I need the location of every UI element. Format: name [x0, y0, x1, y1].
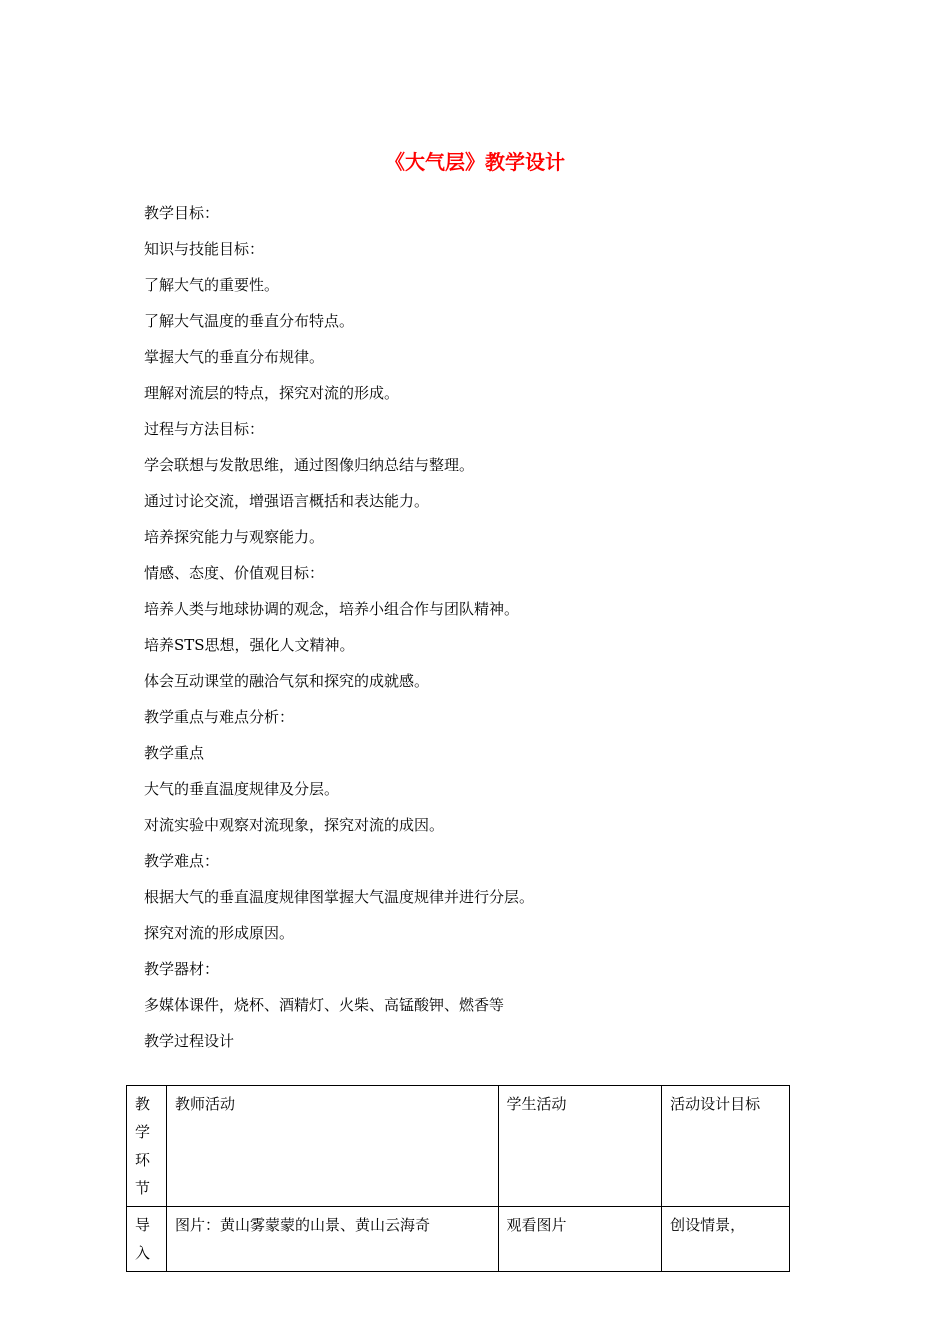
body-line: 理解对流层的特点，探究对流的形成。	[144, 384, 400, 402]
body-line: 了解大气温度的垂直分布特点。	[144, 312, 355, 330]
subsection-heading: 情感、态度、价值观目标：	[144, 564, 325, 582]
section-heading: 教学过程设计	[144, 1032, 235, 1050]
subsection-heading: 教学难点：	[144, 852, 220, 870]
section-heading: 教学器材：	[144, 960, 220, 978]
body-line: 根据大气的垂直温度规律图掌握大气温度规律并进行分层。	[144, 888, 535, 906]
table-header-row	[127, 1086, 790, 1207]
table-cell: 创设情景，	[662, 1207, 790, 1272]
body-line: 多媒体课件，烧杯、酒精灯、火柴、高锰酸钾、燃香等	[144, 996, 505, 1014]
page-title: 《大气层》教学设计	[385, 150, 565, 174]
section-heading: 教学重点与难点分析：	[144, 708, 295, 726]
body-line: 培养探究能力与观察能力。	[144, 528, 325, 546]
subsection-heading: 过程与方法目标：	[144, 420, 265, 438]
table-row	[127, 1207, 790, 1272]
table-cell: 导入	[127, 1207, 167, 1272]
document-body	[144, 202, 824, 1066]
body-line: 了解大气的重要性。	[144, 276, 280, 294]
section-heading: 教学目标：	[144, 204, 220, 222]
subsection-heading: 教学重点	[144, 744, 205, 762]
body-line: 探究对流的形成原因。	[144, 924, 295, 942]
body-line: 学会联想与发散思维，通过图像归纳总结与整理。	[144, 456, 475, 474]
body-line: 掌握大气的垂直分布规律。	[144, 348, 325, 366]
header-cell-stage: 教学环节	[127, 1086, 167, 1207]
body-line: 通过讨论交流，增强语言概括和表达能力。	[144, 492, 430, 510]
teaching-process-table	[126, 1085, 790, 1272]
body-line: 体会互动课堂的融洽气氛和探究的成就感。	[144, 672, 430, 690]
header-cell-teacher-activity: 教师活动	[167, 1086, 499, 1207]
body-line: 培养STS思想，强化人文精神。	[144, 636, 355, 654]
header-cell-design-goal: 活动设计目标	[662, 1086, 790, 1207]
body-line: 培养人类与地球协调的观念，培养小组合作与团队精神。	[144, 600, 520, 618]
header-cell-student-activity: 学生活动	[498, 1086, 662, 1207]
body-line: 大气的垂直温度规律及分层。	[144, 780, 340, 798]
subsection-heading: 知识与技能目标：	[144, 240, 265, 258]
table-cell: 观看图片	[498, 1207, 662, 1272]
table-cell: 图片：黄山雾蒙蒙的山景、黄山云海奇	[167, 1207, 499, 1272]
body-line: 对流实验中观察对流现象，探究对流的成因。	[144, 816, 445, 834]
